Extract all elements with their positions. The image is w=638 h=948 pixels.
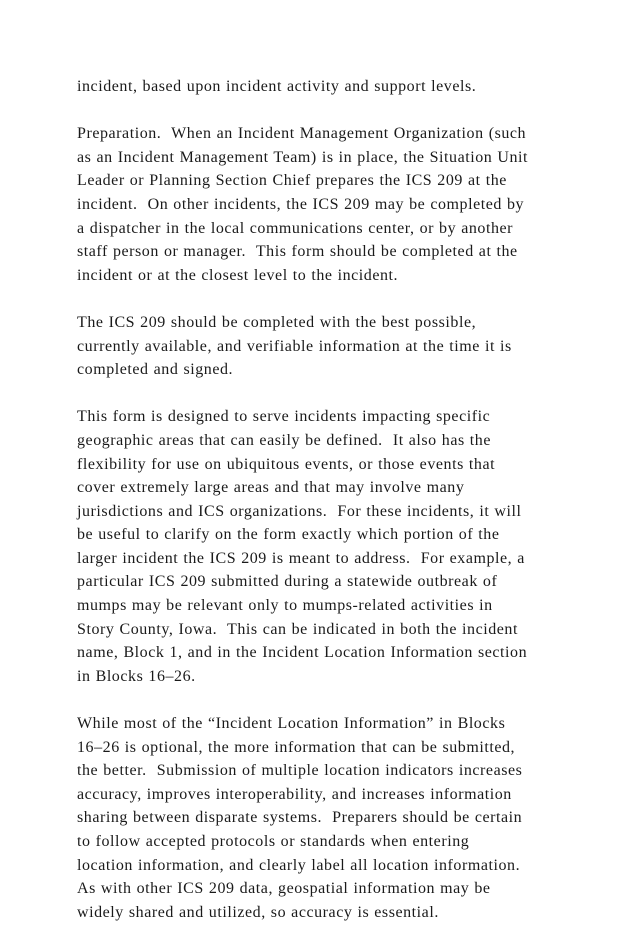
paragraph-preparation: Preparation. When an Incident Management Organization (such as an Incident Management Team) is in place, the Situation Unit Leader or Planning Section Chief prepares the ICS 209 at the incident. On other incidents, the ICS 209 may be completed by a dispatcher in the local communications center, or by another staff person or manager. This form should be completed at the incident or at the closest level to the incident. (77, 125, 529, 284)
paragraph-location-information: While most of the “Incident Location Information” in Blocks 16–26 is optional, the more information that can be submitted, the better. Submission of multiple location indicators increases accuracy, improves interoperability, and increases information sharing between disparate systems. Preparers should be certain to follow accepted protocols or standards when entering location information, and clearly label all location information. As with other ICS 209 data, geospatial information may be widely shared and utilized, so accuracy is essential. (77, 715, 523, 921)
document-page (77, 75, 597, 948)
paragraph-best-information: The ICS 209 should be completed with the best possible, currently available, and verifiable information at the time it is completed and signed. (77, 313, 512, 379)
paragraph-incident-levels: incident, based upon incident activity and support levels. (77, 78, 477, 95)
paragraph-form-design: This form is designed to serve incidents impacting specific geographic areas that can easily be defined. It also has the flexibility for use on ubiquitous events, or those events that cover extremely large areas and that may involve many jurisdictions and ICS organizations. For these incidents, it will be useful to clarify on the form exactly which portion of the larger incident the ICS 209 is meant to address. For example, a particular ICS 209 submitted during a statewide outbreak of mumps may be relevant only to mumps-related activities in Story County, Iowa. This can be indicated in both the incident name, Block 1, and in the Incident Location Information section in Blocks 16–26. (77, 408, 528, 685)
